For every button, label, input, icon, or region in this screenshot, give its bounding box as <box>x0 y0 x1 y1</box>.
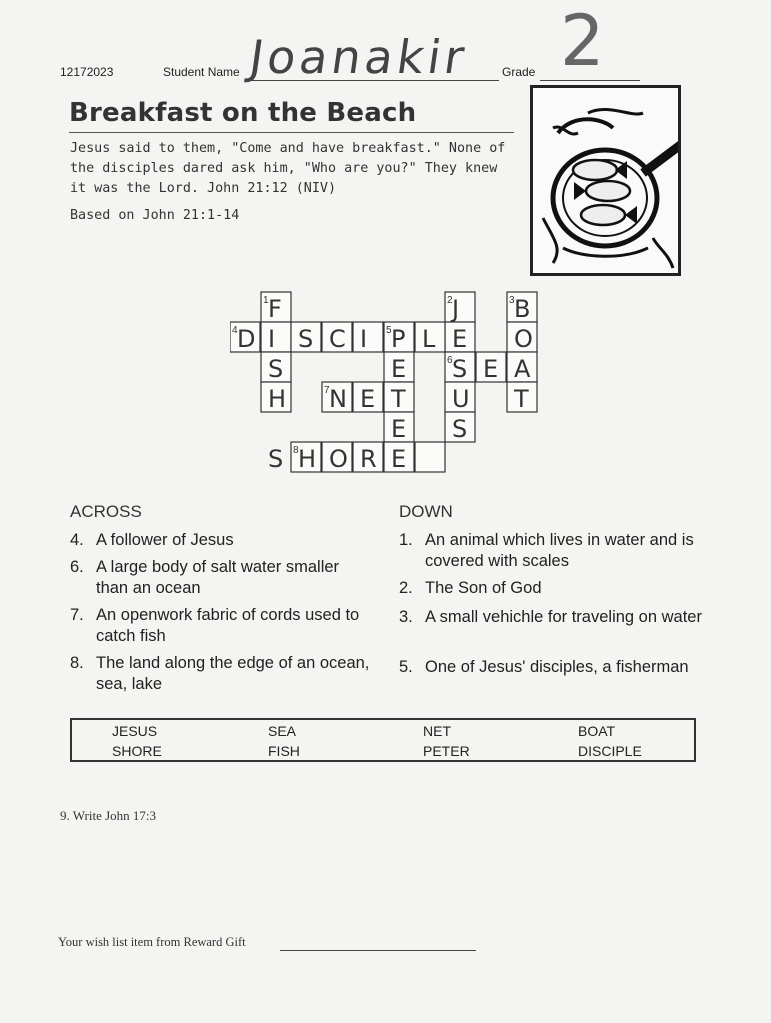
handwritten-letter: T <box>514 385 529 413</box>
clue-number-6: 6 <box>447 355 453 366</box>
wish-list-input-line[interactable] <box>280 950 476 951</box>
handwritten-letter: L <box>422 325 436 353</box>
grade-label: Grade <box>502 65 536 79</box>
handwritten-letter: A <box>514 355 531 383</box>
title-underline <box>69 132 514 133</box>
crossword-svg <box>230 290 550 490</box>
handwritten-letter: I <box>268 325 276 353</box>
handwritten-letter: S <box>298 325 314 353</box>
down-clue-2: 2. The Son of God <box>399 579 542 597</box>
question-9: 9. Write John 17:3 <box>60 808 157 823</box>
clue-number-4: 4 <box>232 325 238 336</box>
word-bank-item: NET <box>423 723 451 739</box>
handwritten-letter: H <box>268 385 287 413</box>
down-clue-1: 1. An animal which lives in water and is covered with scales <box>399 531 694 570</box>
clue-number-2: 2 <box>447 295 453 306</box>
across-clue-6: 6. A large body of salt water smaller than an ocean <box>70 558 340 597</box>
handwritten-letter: N <box>329 385 347 413</box>
handwritten-letter: E <box>391 415 407 443</box>
student-name-label: Student Name <box>163 65 240 79</box>
across-clue-7: 7. An openwork fabric of cords used to catch fish <box>70 606 360 645</box>
handwritten-letter: E <box>483 355 499 383</box>
document-code: 12172023 <box>60 65 114 79</box>
handwritten-letter: O <box>514 325 533 353</box>
handwritten-letter: I <box>360 325 368 353</box>
handwritten-student-name: Joanakir <box>246 30 472 84</box>
handwritten-letter: E <box>360 385 376 413</box>
fish-pan-illustration <box>530 85 681 276</box>
clue-number-3: 3 <box>509 295 515 306</box>
handwritten-letter: E <box>452 325 468 353</box>
clue-number-1: 1 <box>263 295 269 306</box>
clue-number-5: 5 <box>386 325 392 336</box>
handwritten-letter: S <box>452 415 468 443</box>
word-bank-item: DISCIPLE <box>578 743 642 759</box>
across-clue-8: 8. The land along the edge of an ocean, sea, lake <box>70 654 370 693</box>
handwritten-letter: C <box>329 325 346 353</box>
handwritten-letter: B <box>514 295 531 323</box>
page-title: Breakfast on the Beach <box>69 98 417 128</box>
handwritten-letter: S <box>268 445 284 473</box>
handwritten-letter: S <box>452 355 468 383</box>
handwritten-letter: E <box>391 355 407 383</box>
across-clue-4: 4. A follower of Jesus <box>70 531 234 549</box>
fish-pan-drawing <box>533 88 678 273</box>
based-on-reference: Based on John 21:1-14 <box>70 208 240 223</box>
handwritten-letter: H <box>298 445 317 473</box>
across-heading: ACROSS <box>70 502 142 521</box>
word-bank-item: BOAT <box>578 723 616 739</box>
clue-number-8: 8 <box>293 445 299 456</box>
clue-number-7: 7 <box>324 385 330 396</box>
word-bank-item: SHORE <box>112 743 162 759</box>
handwritten-letter: U <box>452 385 470 413</box>
handwritten-letter: O <box>329 445 348 473</box>
crossword-grid <box>230 290 550 490</box>
handwritten-letter: T <box>391 385 406 413</box>
down-clue-5: 5. One of Jesus' disciples, a fisherman <box>399 658 689 676</box>
handwritten-letter: J <box>452 295 460 323</box>
down-clue-3: 3. A small vehichle for traveling on water <box>399 608 702 626</box>
word-bank-item: SEA <box>268 723 297 739</box>
word-bank-item: FISH <box>268 743 300 759</box>
handwritten-grade: 2 <box>560 0 605 82</box>
handwritten-letter: P <box>391 325 406 353</box>
handwritten-letter: R <box>360 445 377 473</box>
word-bank-item: PETER <box>423 743 470 759</box>
scripture-verse: Jesus said to them, "Come and have breakfast." None of the disciples dared ask him, "Who are you?" They knew it was the Lord. John 21:12 (NIV) <box>70 141 506 196</box>
handwritten-letter: E <box>391 445 407 473</box>
handwritten-letter: F <box>268 295 282 323</box>
wish-list-label: Your wish list item from Reward Gift <box>58 935 246 949</box>
handwritten-letter: S <box>268 355 284 383</box>
down-heading: DOWN <box>399 502 453 521</box>
word-bank <box>70 718 696 762</box>
handwritten-letter: D <box>237 325 256 353</box>
word-bank-item: JESUS <box>112 723 158 739</box>
